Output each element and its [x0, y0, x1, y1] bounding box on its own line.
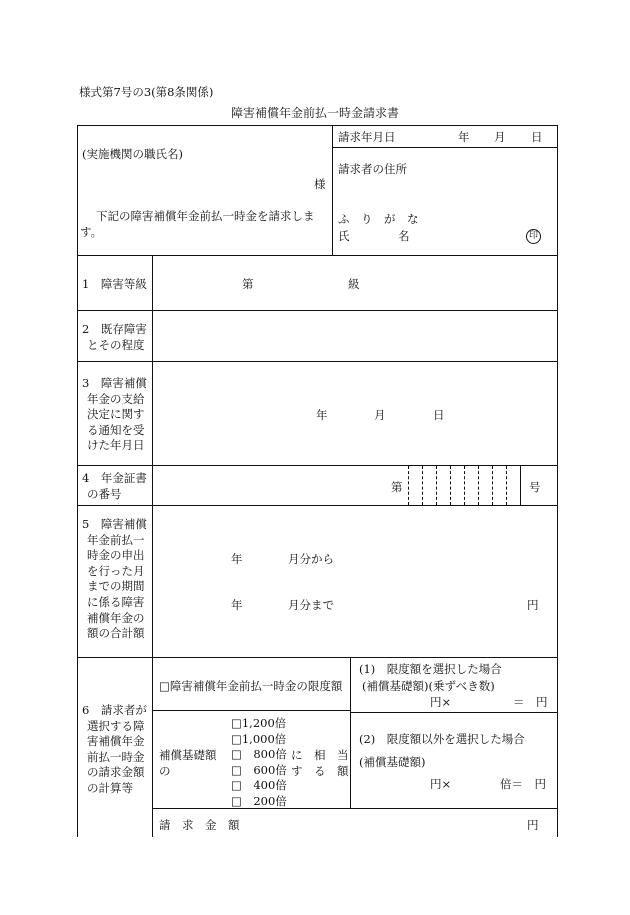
- table-border-left: [77, 125, 78, 837]
- case2-yen-times: 円×: [430, 777, 452, 791]
- calc-divider-limit: [152, 710, 350, 711]
- period-to-year: 年: [231, 598, 243, 612]
- total-amount-label: [82, 517, 147, 642]
- total-label-line: 時金の申出: [87, 548, 145, 563]
- calc-label-line: の計算等: [87, 780, 133, 795]
- certificate-dai: 第: [391, 480, 403, 494]
- total-label-line: 5 障害補償: [82, 517, 147, 531]
- cert-digit-divider: [436, 466, 437, 505]
- name-label-second: 名: [398, 229, 410, 243]
- calc-label-line: 選択する障: [87, 718, 145, 733]
- equivalent-text-1: に 相 当: [291, 748, 349, 762]
- cert-digit-divider: [478, 466, 479, 505]
- form-number: 様式第7号の3(第8条関係): [79, 85, 214, 99]
- calc-label-line: の請求金額: [87, 765, 145, 780]
- seal-mark: 印: [526, 229, 541, 244]
- cert-digit-divider: [422, 466, 423, 505]
- notice-label-line: 3 障害補償: [82, 376, 147, 390]
- cert-end-divider: [520, 466, 521, 505]
- row-line-6: [77, 657, 558, 658]
- request-amount-yen: 円: [527, 818, 539, 832]
- existing-label-2: とその程度: [87, 338, 145, 352]
- date-month: 月: [494, 130, 506, 144]
- notice-month: 月: [374, 408, 386, 422]
- date-year: 年: [458, 130, 470, 144]
- form-title: 障害補償年金前払一時金請求書: [231, 106, 400, 120]
- period-from-month: 月分から: [288, 552, 334, 566]
- option-800-checkbox[interactable]: □ 800倍: [231, 747, 287, 762]
- name-label-first: 氏: [338, 229, 350, 243]
- case1-title: (1) 限度額を選択した場合: [359, 662, 502, 676]
- total-label-line: を行った月: [87, 563, 145, 578]
- notice-label: [82, 376, 147, 454]
- total-label-line: までの期間: [87, 579, 145, 594]
- base-amount-label-1: 補償基礎額: [159, 748, 217, 762]
- multiplier-options: [231, 716, 287, 810]
- case1-subtitle: (補償基礎額)(乗ずべき数): [362, 679, 495, 693]
- calc-label-line: 害補償年金: [87, 734, 145, 749]
- row-line-2: [77, 310, 558, 311]
- total-label-line: 補償年金の: [87, 610, 145, 625]
- existing-label-1: 2 既存障害: [82, 322, 147, 336]
- base-amount-label-2: の: [159, 764, 171, 778]
- period-from-year: 年: [231, 552, 243, 566]
- case1-equals-yen: ＝ 円: [513, 695, 548, 709]
- option-400-checkbox[interactable]: □ 400倍: [231, 778, 287, 793]
- option-1000-checkbox[interactable]: □1,000倍: [231, 731, 287, 746]
- calc-divider-amount: [152, 808, 557, 809]
- total-yen: 円: [527, 598, 539, 612]
- date-label: 請求年月日: [338, 130, 396, 144]
- certificate-go: 号: [529, 480, 541, 494]
- certificate-label-1: 4 年金証書: [82, 471, 147, 485]
- label-column-divider: [152, 255, 153, 837]
- period-to-month: 月分まで: [288, 598, 334, 612]
- notice-year: 年: [316, 408, 328, 422]
- calc-divider-vertical: [350, 657, 351, 808]
- date-row-line: [332, 147, 557, 148]
- table-border-top: [77, 125, 558, 126]
- calc-label-line: 前払一時金: [87, 749, 145, 764]
- calc-divider-case: [350, 712, 557, 713]
- option-200-checkbox[interactable]: □ 200倍: [231, 793, 287, 808]
- address-label: 請求者の住所: [338, 162, 407, 176]
- total-label-line: 額の合計額: [87, 626, 145, 641]
- case2-equals-yen: 倍＝ 円: [500, 777, 546, 791]
- case2-title: (2) 限度額以外を選択した場合: [359, 732, 525, 746]
- cert-digit-divider: [464, 466, 465, 505]
- total-label-line: 年金前払一: [87, 532, 145, 547]
- case1-yen-times: 円×: [430, 695, 452, 709]
- row-line-5: [77, 505, 558, 506]
- notice-label-line: 決定に関す: [87, 407, 145, 422]
- cert-digit-divider: [492, 466, 493, 505]
- sama-text: 様: [314, 177, 326, 191]
- date-day: 日: [531, 130, 543, 144]
- institution-label: (実施機関の職氏名): [82, 147, 183, 161]
- notice-label-line: る通知を受: [87, 422, 145, 437]
- grade-label: 1 障害等級: [82, 277, 147, 291]
- calc-label-line: 6 請求者が: [82, 703, 147, 717]
- notice-label-line: 年金の支給: [87, 391, 145, 406]
- cert-digit-divider: [450, 466, 451, 505]
- certificate-label-2: の番号: [87, 487, 122, 501]
- request-amount-label: 請 求 金 額: [159, 818, 240, 832]
- table-border-right: [557, 125, 558, 837]
- row-line-1: [77, 255, 558, 256]
- top-divider: [332, 125, 333, 255]
- furigana-label: ふ り が な: [338, 212, 419, 226]
- limit-option-checkbox[interactable]: □障害補償年金前払一時金の限度額: [159, 679, 343, 693]
- row-line-4: [77, 465, 558, 466]
- cert-digit-divider: [506, 466, 507, 505]
- total-label-line: に係る障害: [87, 594, 145, 609]
- case2-subtitle: (補償基礎額): [359, 755, 426, 769]
- notice-day: 日: [433, 408, 445, 422]
- row-line-3: [77, 361, 558, 362]
- cert-digit-divider: [408, 466, 409, 505]
- request-text-line2: す。: [80, 225, 103, 239]
- option-600-checkbox[interactable]: □ 600倍: [231, 762, 287, 777]
- equivalent-text-2: す る 額: [291, 764, 349, 778]
- calculation-label: [82, 703, 147, 797]
- grade-kyu: 級: [348, 277, 360, 291]
- notice-label-line: けた年月日: [87, 438, 145, 453]
- option-1200-checkbox[interactable]: □1,200倍: [231, 716, 287, 730]
- request-text-line1: 下記の障害補償年金前払一時金を請求しま: [96, 209, 315, 223]
- grade-dai: 第: [242, 277, 254, 291]
